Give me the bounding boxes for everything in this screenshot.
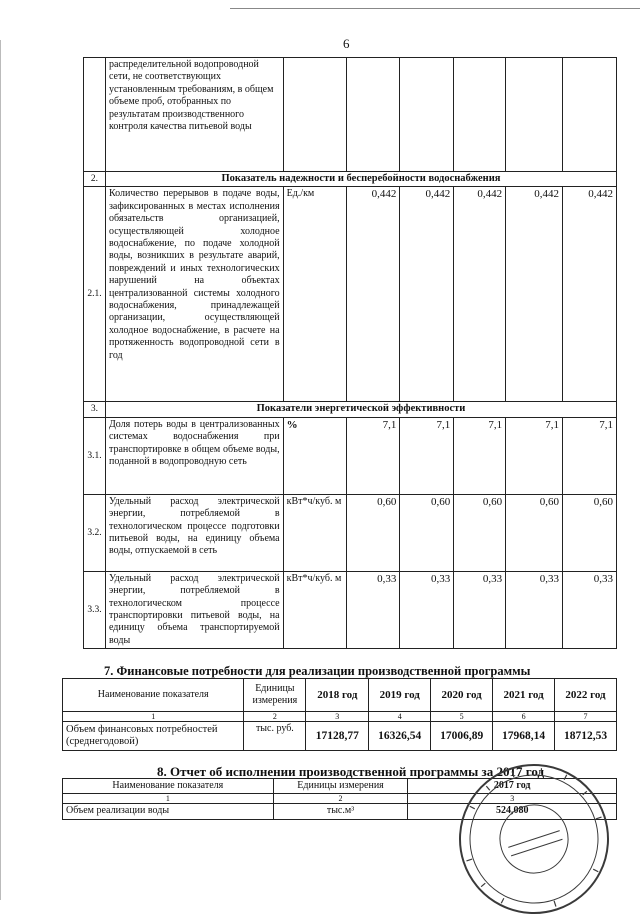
column-number: 1 xyxy=(63,794,274,804)
column-number: 3 xyxy=(306,712,369,722)
table-row xyxy=(84,58,617,172)
table-row xyxy=(84,571,617,648)
row-unit: Ед./км xyxy=(283,187,347,402)
row-value: 7,1 xyxy=(347,417,400,494)
finance-table xyxy=(62,678,617,751)
row-value: 0,60 xyxy=(563,494,617,571)
column-header: 2017 год xyxy=(408,779,617,794)
page-number: 6 xyxy=(343,36,350,51)
section-number: 3. xyxy=(84,402,106,417)
row-value: 0,33 xyxy=(563,571,617,648)
row-value: 0,33 xyxy=(400,571,454,648)
row-value: 0,33 xyxy=(454,571,506,648)
row-value: 17006,89 xyxy=(431,722,493,751)
column-number: 2 xyxy=(273,794,408,804)
section-row xyxy=(84,402,617,417)
row-number: 2.1. xyxy=(84,187,106,402)
row-description: Количество перерывов в подаче воды, зафиксированных в местах исполнения обязательств организацией, осуществляющей холодное водоснабжение, по подаче холодной воды, возникших в результате аварий, повреждений и иных технологических нарушений на объектах централизованной системы холодного водоснабжения, принадлежащей организации, осуществляющей холодное водоснабжение, в расчете на протяженность водопроводной сети в год xyxy=(105,187,283,402)
section-number: 2. xyxy=(84,172,106,187)
table-row xyxy=(84,187,617,402)
column-header: Наименование показателя xyxy=(63,779,274,794)
top-edge-line xyxy=(230,8,640,9)
column-header: 2019 год xyxy=(369,679,431,712)
section-title: Показатель надежности и бесперебойности водоснабжения xyxy=(105,172,616,187)
row-value: 524,080 xyxy=(408,804,617,819)
row-unit: кВт*ч/куб. м xyxy=(283,494,347,571)
column-number: 4 xyxy=(369,712,431,722)
row-value: 0,33 xyxy=(506,571,563,648)
section8-title: 8. Отчет об исполнении производственной программы за 2017 год xyxy=(157,764,545,779)
row-description: Доля потерь воды в централизованных системах водоснабжения при транспортировке в общем объеме воды, поданной в водопроводную сеть xyxy=(105,417,283,494)
round-stamp-icon xyxy=(455,760,613,918)
row-value: 7,1 xyxy=(506,417,563,494)
row-value: 0,60 xyxy=(400,494,454,571)
table-header-row xyxy=(63,679,617,712)
indicators-table xyxy=(83,57,617,649)
row-value: 16326,54 xyxy=(369,722,431,751)
left-edge-line xyxy=(0,40,1,900)
column-header: 2018 год xyxy=(306,679,369,712)
row-number: 3.3. xyxy=(84,571,106,648)
row-value: 17968,14 xyxy=(493,722,555,751)
column-number: 6 xyxy=(493,712,555,722)
row-value: 0,442 xyxy=(400,187,454,402)
column-header: Единицы измерения xyxy=(244,679,306,712)
column-number: 3 xyxy=(408,794,617,804)
row-number: 3.2. xyxy=(84,494,106,571)
row-value: 17128,77 xyxy=(306,722,369,751)
row-value: 18712,53 xyxy=(555,722,617,751)
column-header: Наименование показателя xyxy=(63,679,244,712)
row-value: 7,1 xyxy=(563,417,617,494)
section-row xyxy=(84,172,617,187)
row-value: 0,33 xyxy=(347,571,400,648)
row-description: распределительной водопроводной сети, не соответствующих установленным требованиям, в общем объеме проб, отобранных по результатам производственного контроля качества питьевой воды xyxy=(105,58,283,172)
row-unit: тыс.м³ xyxy=(273,804,408,819)
row-value: 0,60 xyxy=(347,494,400,571)
column-header: Единицы измерения xyxy=(273,779,408,794)
row-value: 0,442 xyxy=(563,187,617,402)
column-number: 5 xyxy=(431,712,493,722)
section-title: Показатели энергетической эффективности xyxy=(105,402,616,417)
row-description: Удельный расход электрической энергии, потребляемой в технологическом процессе транспортировки питьевой воды, на единицу объема транспортируемой воды xyxy=(105,571,283,648)
table-row xyxy=(63,722,617,751)
row-description: Удельный расход электрической энергии, потребляемой в технологическом процессе подготовки питьевой воды, на единицу объема воды, отпускаемой в сеть xyxy=(105,494,283,571)
row-value: 0,60 xyxy=(506,494,563,571)
row-unit: тыс. руб. xyxy=(244,722,306,751)
table-row xyxy=(84,417,617,494)
row-value: 7,1 xyxy=(400,417,454,494)
row-value: 0,442 xyxy=(506,187,563,402)
column-number-row xyxy=(63,712,617,722)
row-value: 7,1 xyxy=(454,417,506,494)
column-header: 2022 год xyxy=(555,679,617,712)
column-header: 2020 год xyxy=(431,679,493,712)
column-number: 1 xyxy=(63,712,244,722)
row-value: 0,442 xyxy=(454,187,506,402)
row-value: 0,442 xyxy=(347,187,400,402)
row-number: 3.1. xyxy=(84,417,106,494)
column-number: 2 xyxy=(244,712,306,722)
row-name: Объем финансовых потребностей (среднегодовой) xyxy=(63,722,244,751)
row-unit: % xyxy=(283,417,347,494)
row-name: Объем реализации воды xyxy=(63,804,274,819)
row-unit: кВт*ч/куб. м xyxy=(283,571,347,648)
table-row xyxy=(84,494,617,571)
section7-title: 7. Финансовые потребности для реализации производственной программы xyxy=(104,664,531,678)
row-value: 0,60 xyxy=(454,494,506,571)
column-number: 7 xyxy=(555,712,617,722)
column-header: 2021 год xyxy=(493,679,555,712)
